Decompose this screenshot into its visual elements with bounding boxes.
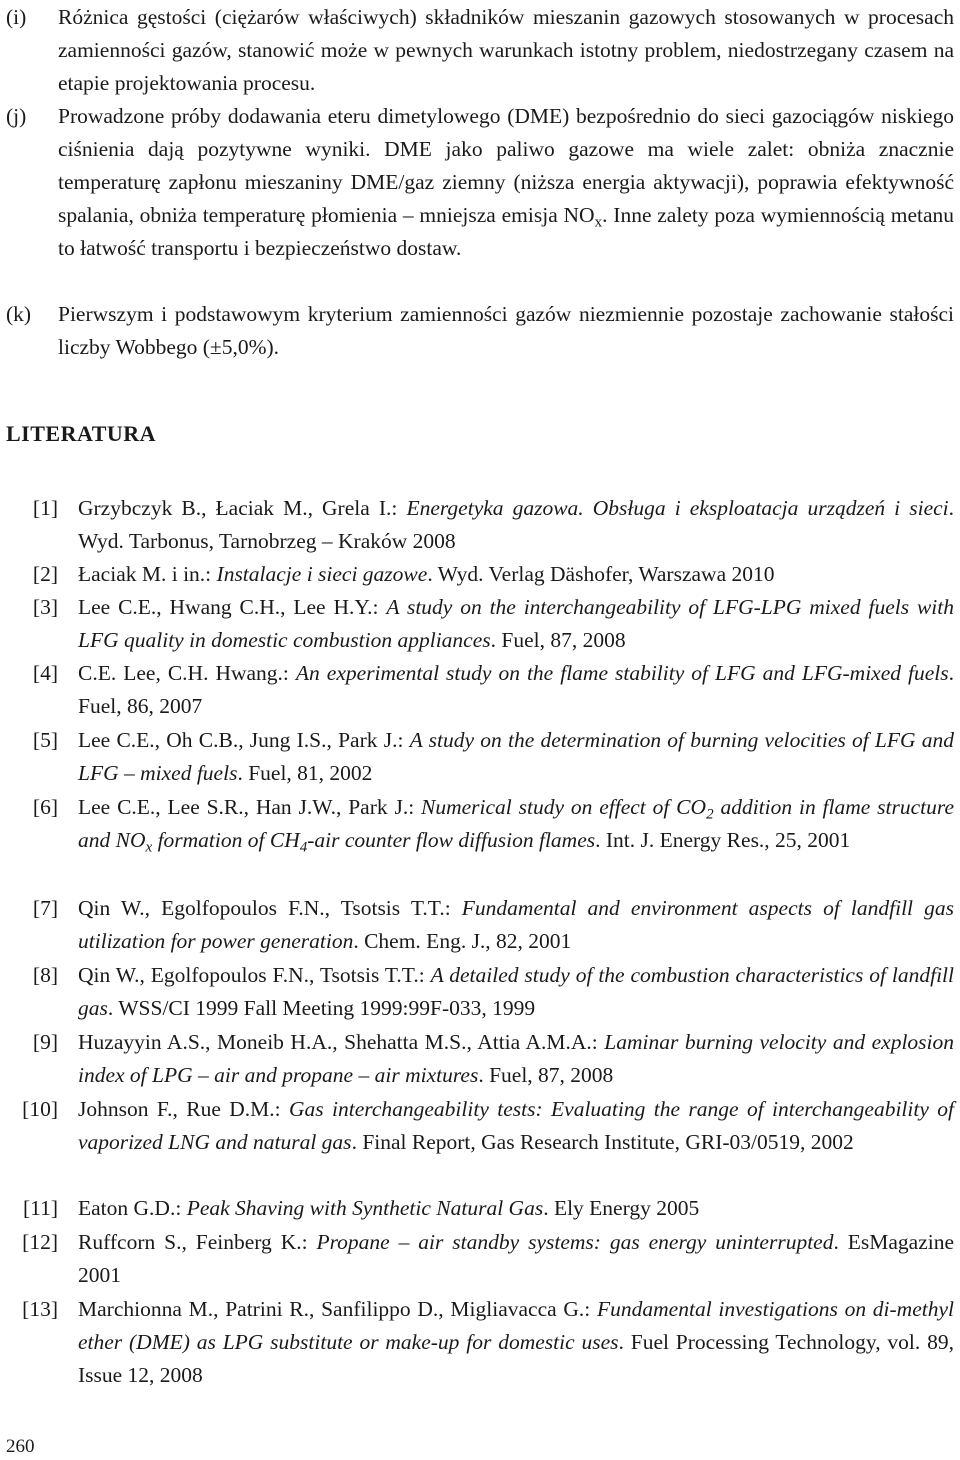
- list-item-i: [6, 1, 954, 100]
- list-item-label: (i): [6, 5, 27, 29]
- reference-number: [2]: [32, 562, 58, 586]
- reference-number: [1]: [32, 496, 58, 520]
- reference-number: [12]: [22, 1230, 58, 1254]
- reference-text: Huzayyin A.S., Moneib H.A., Shehatta M.S., Attia A.M.A.: Laminar burning velocity and explosion index of LPG – air and propane – air mixtures. Fuel, 87, 2008: [78, 1030, 955, 1087]
- reference-item: [6, 1093, 954, 1159]
- reference-text: C.E. Lee, C.H. Hwang.: An experimental study on the flame stability of LFG and LFG-mixed fuels. Fuel, 86, 2007: [78, 661, 954, 718]
- reference-item: [6, 1026, 954, 1092]
- list-item-label: (j): [6, 104, 27, 128]
- list-item-text: Pierwszym i podstawowym kryterium zamienności gazów niezmiennie pozostaje zachowanie stałości liczby Wobbego (±5,0%).: [58, 302, 954, 359]
- page-number: 260: [6, 1436, 35, 1457]
- list-item-text: Prowadzone próby dodawania eteru dimetylowego (DME) bezpośrednio do sieci gazociągów niskiego ciśnienia dają pozytywne wyniki. DME jako paliwo gazowe ma wiele zalet: obniża znacznie temperaturę zapłonu mieszaniny DME/gaz ziemny (niższa energia aktywacji), poprawia efektywność spalania, obniża temperaturę płomienia – mniejsza emisja $NO_x$. Inne zalety poza wymiennością metanu to łatwość transportu i bezpieczeństwo dostaw.: [58, 104, 954, 260]
- reference-text: Qin W., Egolfopoulos F.N., Tsotsis T.T.: A detailed study of the combustion characteristics of landfill gas. WSS/CI 1999 Fall Meeting 1999:99F-033, 1999: [78, 963, 954, 1020]
- reference-item: [6, 959, 954, 1025]
- reference-item: [6, 791, 954, 857]
- list-item-j: [6, 100, 954, 265]
- reference-number: [13]: [22, 1297, 58, 1321]
- reference-item: [6, 724, 954, 790]
- list-item-text: Różnica gęstości (ciężarów właściwych) składników mieszanin gazowych stosowanych w procesach zamienności gazów, stanowić może w pewnych warunkach istotny problem, niedostrzegany czasem na etapie projektowania procesu.: [58, 5, 954, 95]
- reference-text: Łaciak M. i in.: Instalacje i sieci gazowe. Wyd. Verlag Däshofer, Warszawa 2010: [78, 562, 775, 586]
- reference-text: Grzybczyk B., Łaciak M., Grela I.: Energetyka gazowa. Obsługa i eksploatacja urządzeń i sieci. Wyd. Tarbonus, Tarnobrzeg – Kraków 2008: [78, 496, 955, 553]
- reference-item: [6, 1293, 954, 1392]
- reference-item: [6, 892, 954, 958]
- reference-text: Lee C.E., Hwang C.H., Lee H.Y.: A study on the interchangeability of LFG-LPG mixed fuels with LFG quality in domestic combustion appliances. Fuel, 87, 2008: [78, 595, 954, 652]
- reference-text: Ruffcorn S., Feinberg K.: Propane – air standby systems: gas energy uninterrupted. EsMagazine 2001: [78, 1230, 955, 1287]
- reference-text: Lee C.E., Lee S.R., Han J.W., Park J.: Numerical study on effect of $CO_2$ addition in flame structure and $NO_x$ formation of $CH_4$-air counter flow diffusion flames. Int. J. Energy Res., 25, 2001: [78, 795, 954, 856]
- reference-item: [6, 1226, 954, 1292]
- reference-item: [6, 492, 954, 558]
- reference-text: Qin W., Egolfopoulos F.N., Tsotsis T.T.: Fundamental and environment aspects of landfill gas utilization for power generation. Chem. Eng. J., 82, 2001: [78, 896, 954, 953]
- reference-number: [8]: [32, 963, 58, 987]
- reference-text: Marchionna M., Patrini R., Sanfilippo D., Migliavacca G.: Fundamental investigations on di-methyl ether (DME) as LPG substitute or make-up for domestic uses. Fuel Processing Technology, vol. 89, Issue 12, 2008: [78, 1297, 955, 1387]
- reference-number: [4]: [32, 661, 58, 685]
- reference-item: [6, 591, 954, 657]
- reference-item: [6, 558, 954, 591]
- section-heading: LITERATURA: [6, 421, 157, 446]
- reference-number: [5]: [32, 728, 58, 752]
- reference-text: Johnson F., Rue D.M.: Gas interchangeability tests: Evaluating the range of interchangeability of vaporized LNG and natural gas. Final Report, Gas Research Institute, GRI-03/0519, 2002: [78, 1097, 954, 1154]
- reference-item: [6, 1192, 954, 1225]
- list-item-k: [6, 298, 954, 364]
- reference-number: [10]: [22, 1097, 58, 1121]
- list-item-label: (k): [6, 302, 32, 326]
- reference-number: [6]: [32, 795, 58, 819]
- reference-number: [9]: [32, 1030, 58, 1054]
- reference-number: [3]: [32, 595, 58, 619]
- reference-text: Eaton G.D.: Peak Shaving with Synthetic Natural Gas. Ely Energy 2005: [78, 1196, 700, 1220]
- reference-number: [7]: [32, 896, 58, 920]
- reference-item: [6, 657, 954, 723]
- reference-text: Lee C.E., Oh C.B., Jung I.S., Park J.: A study on the determination of burning velocities of LFG and LFG – mixed fuels. Fuel, 81, 2002: [78, 728, 954, 785]
- reference-number: [11]: [22, 1196, 58, 1220]
